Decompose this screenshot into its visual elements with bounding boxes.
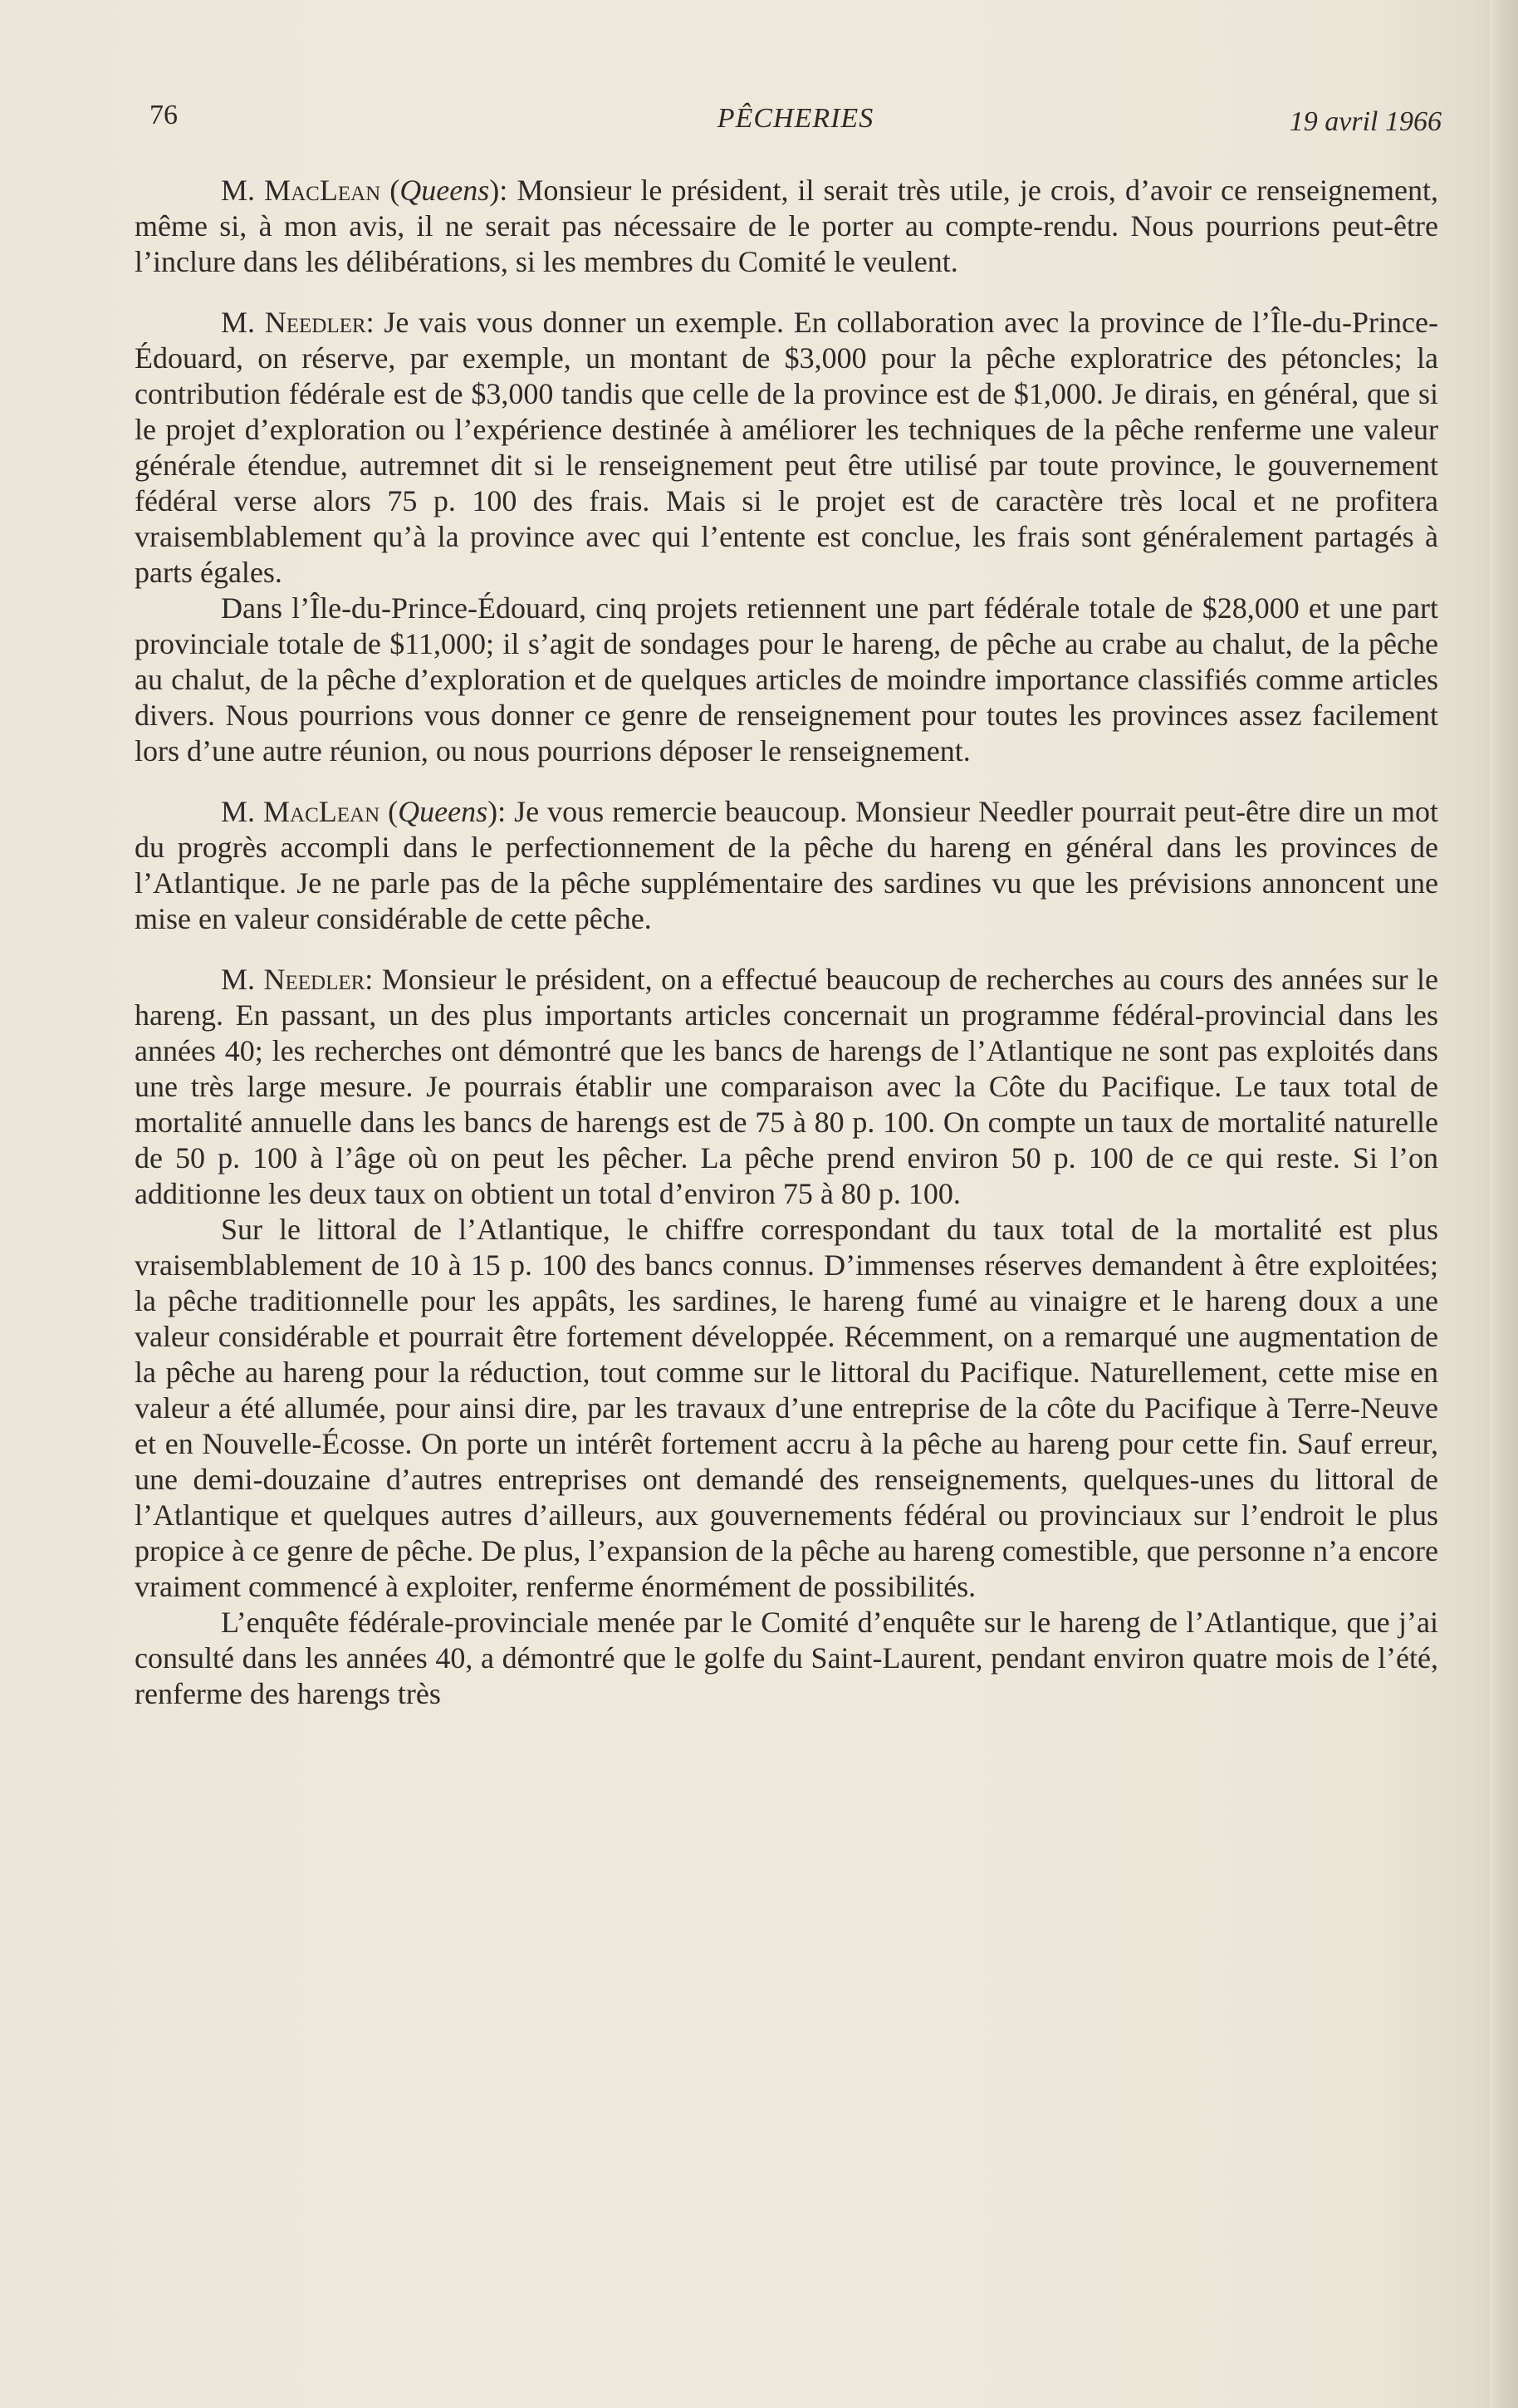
page-body [135,173,1438,1712]
paragraph-text: L’enquête fédérale-provinciale menée par le Comité d’enquête sur le hareng de l’Atlantique, que j’ai consulté dans les années 40, a démontré que le golfe du Saint-Laurent, pendant environ quatre mois de l’été, renferme des harengs très [135,1606,1438,1710]
speaker-name: M. MacLean [221,174,381,207]
paragraph-text: Sur le littoral de l’Atlantique, le chiffre correspondant du taux total de la mortalité est plus vraisemblablement de 10 à 15 p. 100 des bancs connus. D’immenses réserves demandent à être exploitées; la pêche traditionnelle pour les appâts, les sardines, le hareng fumé au vinaigre et le hareng doux a une valeur considérable et pourrait être fortement développée. Récemment, on a remarqué une augmentation de la pêche au hareng pour la réduction, tout comme sur le littoral du Pacifique. Naturellement, cette mise en valeur a été allumée, pour ainsi dire, par les travaux d’une entreprise de la côte du Pacifique à Terre-Neuve et en Nouvelle-Écosse. On porte un intérêt fortement accru à la pêche au hareng pour cette fin. Sauf erreur, une demi-douzaine d’autres entreprises ont demandé des renseignements, quelques-unes du littoral de l’Atlantique et quelques autres d’ailleurs, aux gouvernements fédéral ou provinciaux sur l’endroit le plus propice à ce genre de pêche. De plus, l’expansion de la pêche au hareng comestible, que personne n’a encore vraiment commencé à exploiter, renferme énormément de possibilités. [135,1213,1438,1603]
paragraph-text: Dans l’Île-du-Prince-Édouard, cinq projets retiennent une part fédérale totale de $28,000 et une part provinciale totale de $11,000; il s’agit de sondages pour le hareng, de pêche au crabe au chalut, de la pêche au chalut, de la pêche d’exploration et de quelques articles de moindre importance classifiés comme articles divers. Nous pourrions vous donner ce genre de renseignement pour toutes les provinces assez facilement lors d’une autre réunion, ou nous pourrions déposer le renseignement. [135,591,1438,768]
header-date: 19 avril 1966 [1289,106,1442,137]
riding-open: ( [380,795,399,828]
speaker-name: M. MacLean [221,795,380,828]
page-number: 76 [149,100,178,130]
paragraph-text: Monsieur le président, il serait très utile, je crois, d’avoir ce renseignement, même si, à mon avis, il ne serait pas nécessaire de le porter au compte-rendu. Nous pourrions peut-être l’inclure dans les délibérations, si les membres du Comité le veulent. [135,174,1438,278]
paragraph-maclean-1 [135,173,1438,280]
page-binding-edge [1490,0,1518,2408]
riding-open: ( [380,174,400,207]
paragraph-needler-2-cont-2 [135,1605,1438,1712]
paragraph-text: Je vais vous donner un exemple. En collaboration avec la province de l’Île-du-Prince-Édouard, on réserve, par exemple, un montant de $3,000 pour la pêche exploratrice des pétoncles; la contribution fédérale est de $3,000 tandis que celle de la province est de $1,000. Je dirais, en général, que si le projet d’exploration ou l’expérience destinée à améliorer les techniques de la pêche renferme une valeur générale étendue, autremnet dit si le renseignement peut être utilisé par toute province, le gouvernement fédéral verse alors 75 p. 100 des frais. Mais si le projet est de caractère très local et ne profitera vraisemblablement qu’à la province avec qui l’entente est conclue, les frais sont généralement partagés à parts égales. [135,306,1438,589]
paragraph-needler-2-cont [135,1212,1438,1605]
riding-close: ): [489,174,508,207]
riding-name: Queens [398,795,488,828]
running-header [149,100,1442,150]
paragraph-text: Je vous remercie beaucoup. Monsieur Needler pourrait peut-être dire un mot du progrès accompli dans le perfectionnement de la pêche du hareng en général dans les provinces de l’Atlantique. Je ne parle pas de la pêche supplémentaire des sardines vu que les prévisions annoncent une mise en valeur considérable de cette pêche. [135,795,1438,935]
riding-close: ): [487,795,507,828]
paragraph-needler-1-cont [135,591,1438,769]
paragraph-maclean-2 [135,794,1438,937]
speaker-name: M. Needler: [221,306,375,339]
riding-name: Queens [399,174,490,207]
speaker-name: M. Needler: [221,963,374,996]
paragraph-needler-2 [135,962,1438,1212]
paragraph-needler-1 [135,305,1438,591]
paragraph-text: Monsieur le président, on a effectué beaucoup de recherches au cours des années sur le hareng. En passant, un des plus importants articles concernait un programme fédéral-provincial dans les années 40; les recherches ont démontré que les bancs de harengs de l’Atlantique ne sont pas exploités dans une très large mesure. Je pourrais établir une comparaison avec la Côte du Pacifique. Le taux total de mortalité annuelle dans les bancs de harengs est de 75 à 80 p. 100. On compte un taux de mortalité naturelle de 50 p. 100 à l’âge où on peut les pêcher. La pêche prend environ 50 p. 100 de ce qui reste. Si l’on additionne les deux taux on obtient un total d’environ 75 à 80 p. 100. [135,963,1439,1210]
running-title: PÊCHERIES [717,103,874,134]
